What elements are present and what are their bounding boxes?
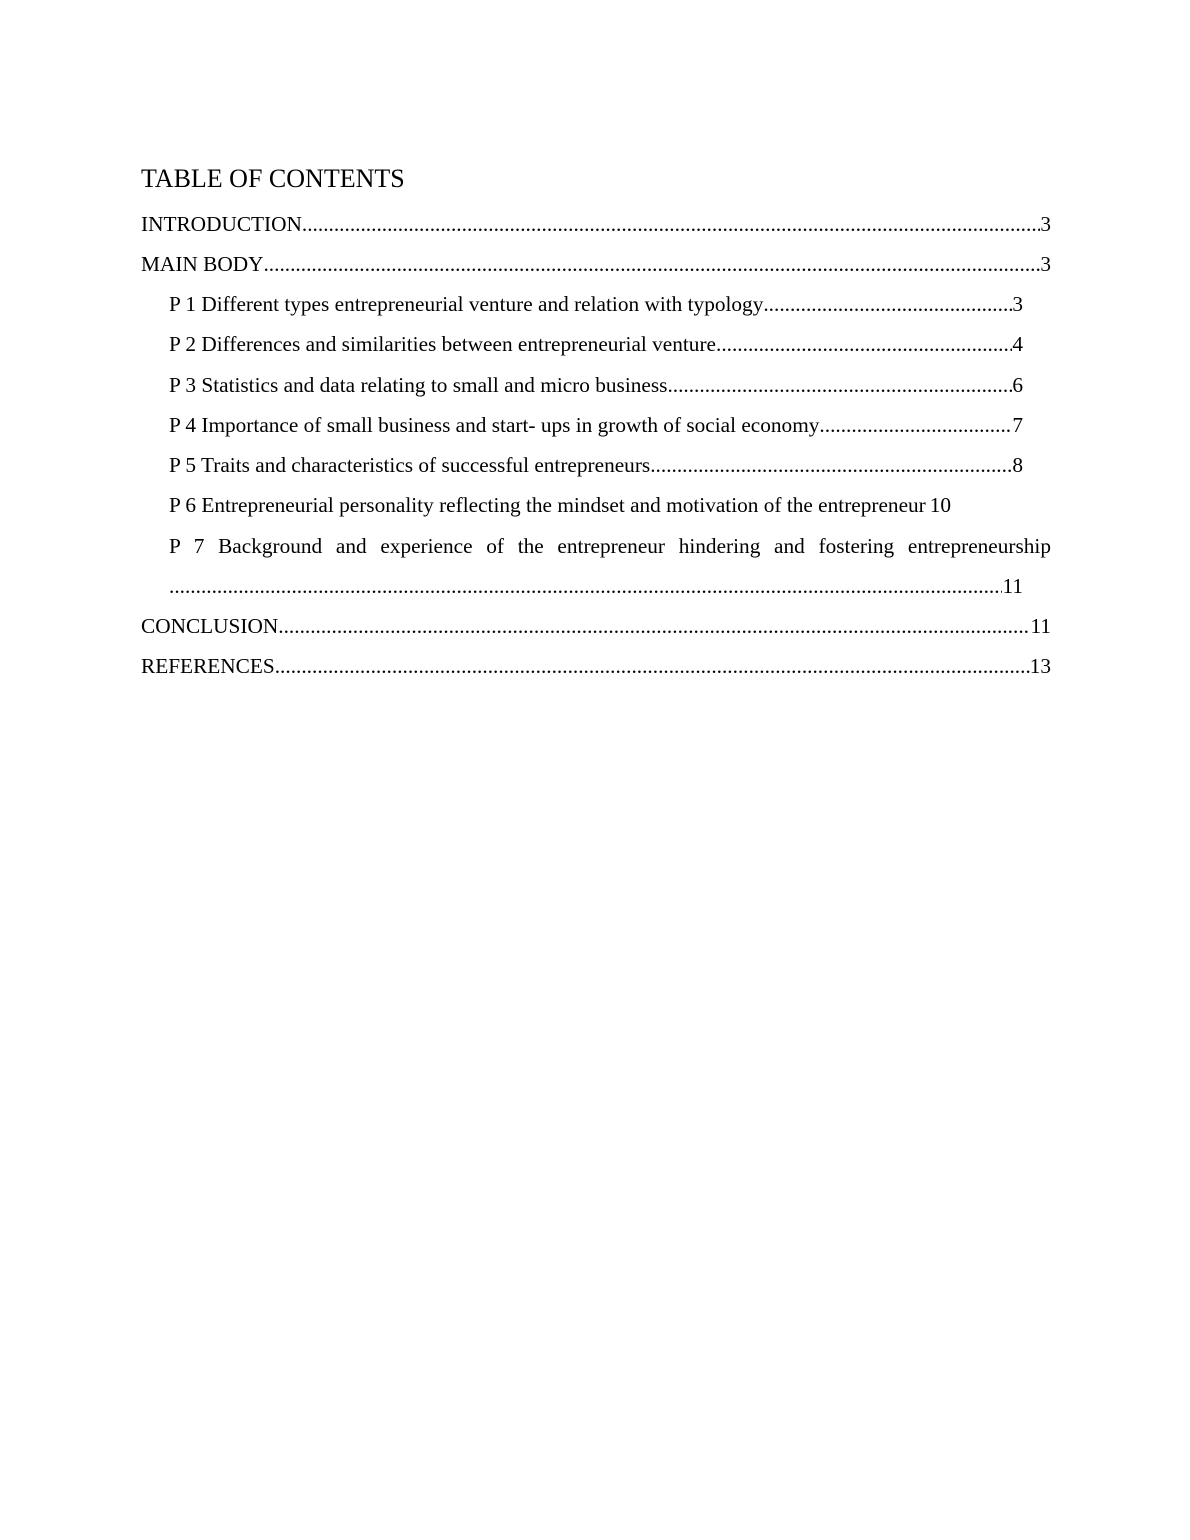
toc-entry-introduction[interactable] — [141, 210, 1051, 238]
toc-entry-label: MAIN BODY — [141, 252, 264, 276]
toc-entry-label: P 2 Differences and similarities between entrepreneurial venture — [169, 332, 716, 356]
toc-entry-page: 7 — [1012, 413, 1023, 437]
dot-leader — [819, 411, 1012, 439]
toc-entry-label: CONCLUSION — [141, 614, 279, 638]
toc-entry-page: 8 — [1012, 453, 1023, 477]
toc-entry-p5[interactable] — [169, 451, 1023, 479]
dot-leader — [650, 451, 1012, 479]
toc-entry-p1[interactable] — [169, 290, 1023, 318]
toc-entry-page: 13 — [1029, 654, 1051, 678]
toc-entry-label: P 3 Statistics and data relating to small and micro business — [169, 373, 668, 397]
toc-entry-page: 11 — [1002, 574, 1023, 598]
dot-leader — [716, 330, 1012, 358]
toc-entry-p3[interactable] — [169, 371, 1023, 399]
toc-entry-label: P 5 Traits and characteristics of successful entrepreneurs — [169, 453, 651, 477]
toc-entry-page: 3 — [1040, 252, 1051, 276]
toc-entry-page: 3 — [1012, 292, 1023, 316]
toc-entry-page: 10 — [929, 493, 952, 517]
toc-entry-label: P 6 Entrepreneurial personality reflecting the mindset and motivation of the entrepreneur — [169, 493, 926, 517]
toc-entry-page: 11 — [1030, 614, 1051, 638]
toc-entry-p7-leader-line[interactable] — [169, 572, 1023, 600]
toc-entry-p2[interactable] — [169, 330, 1023, 358]
dot-leader — [278, 612, 1030, 640]
toc-entry-label: P 4 Importance of small business and start- ups in growth of social economy — [169, 413, 820, 437]
dot-leader — [302, 210, 1040, 238]
toc-entry-label: P 1 Different types entrepreneurial venture and relation with typology — [169, 292, 764, 316]
dot-leader — [169, 572, 1002, 600]
toc-entry-p6[interactable] — [169, 491, 1023, 519]
toc-entry-p4[interactable] — [169, 411, 1023, 439]
dot-leader — [763, 290, 1012, 318]
toc-entry-main-body[interactable] — [141, 250, 1051, 278]
toc-entry-references[interactable] — [141, 652, 1051, 680]
toc-entry-label: REFERENCES — [141, 654, 275, 678]
toc-entry-conclusion[interactable] — [141, 612, 1051, 640]
toc-entry-page: 6 — [1012, 373, 1023, 397]
toc-entry-page: 4 — [1012, 332, 1023, 356]
toc-entry-page: 3 — [1040, 212, 1051, 236]
dot-leader — [667, 371, 1012, 399]
toc-entry-label: INTRODUCTION — [141, 212, 302, 236]
toc-title: TABLE OF CONTENTS — [141, 164, 405, 193]
dot-leader — [263, 250, 1040, 278]
toc-entry-p7-label[interactable]: P 7 Background and experience of the entrepreneur hindering and fostering entrepreneurship — [169, 534, 1051, 558]
dot-leader — [275, 652, 1030, 680]
